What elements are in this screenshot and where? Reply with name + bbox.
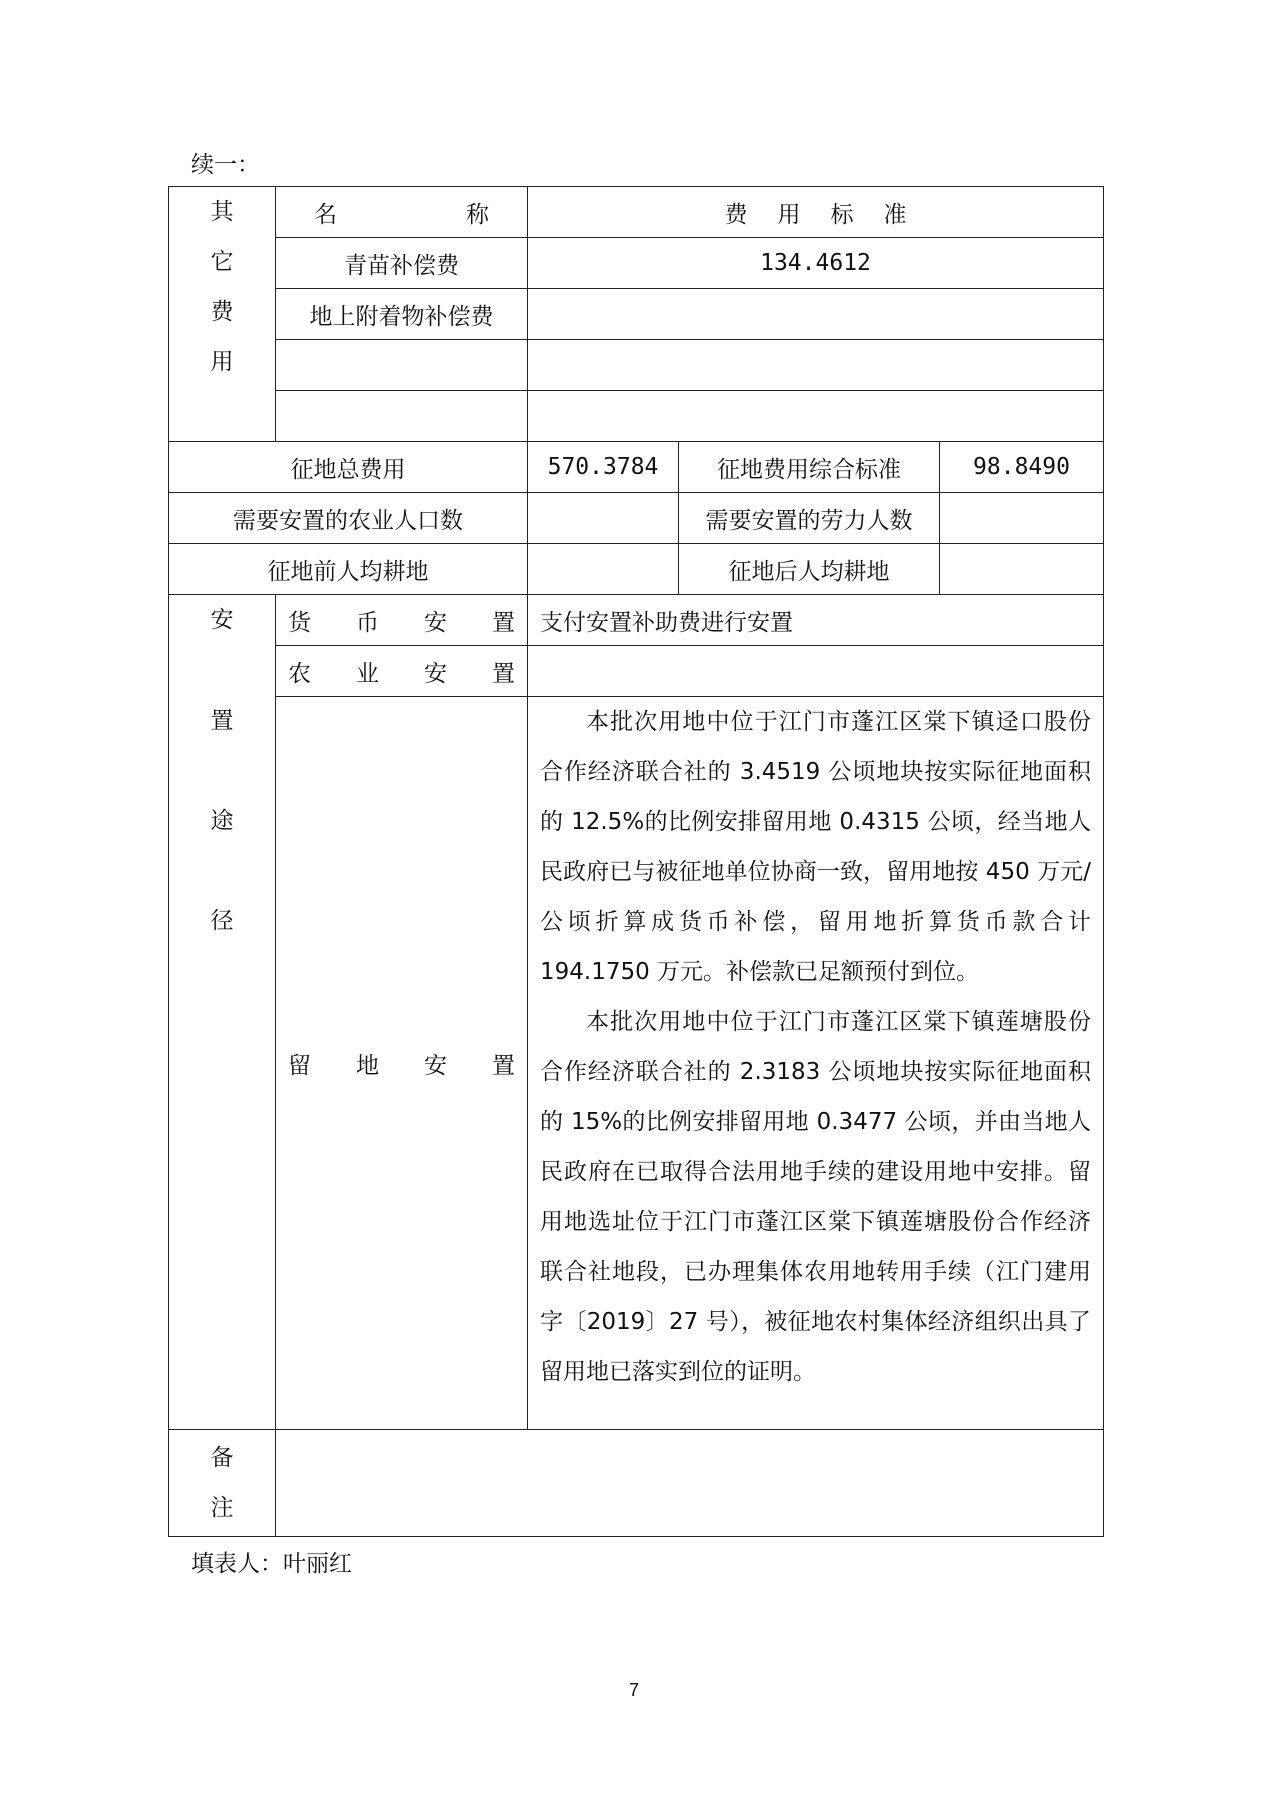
agri-resettlement-label: 农 业 安 置 [276, 646, 528, 697]
reserved-land-resettlement-label: 留 地 安 置 [276, 697, 528, 1430]
fee-name-cell [276, 340, 528, 391]
farmland-before-label: 征地前人均耕地 [169, 544, 528, 595]
farmland-before-value [528, 544, 679, 595]
comprehensive-standard-label: 征地费用综合标准 [679, 442, 940, 493]
fee-name-cell: 地上附着物补偿费 [276, 289, 528, 340]
remarks-label: 备 注 [169, 1430, 276, 1537]
labor-count-value [940, 493, 1104, 544]
continuation-label: 续一： [191, 152, 260, 178]
total-fee-value: 570.3784 [528, 442, 679, 493]
land-acquisition-fee-table [168, 186, 1104, 1537]
comprehensive-standard-value: 98.8490 [940, 442, 1104, 493]
col-standard-header: 费 用 标 准 [528, 187, 1104, 238]
fee-standard-cell: 134.4612 [528, 238, 1104, 289]
fee-name-cell: 青苗补偿费 [276, 238, 528, 289]
labor-count-label: 需要安置的劳力人数 [679, 493, 940, 544]
reserved-land-paragraph: 本批次用地中位于江门市蓬江区棠下镇迳口股份合作经济联合社的 3.4519 公顷地块按实际征地面积的 12.5%的比例安排留用地 0.4315 公顷，经当地人民政府已与被征地单位协商一致，留用地按 450 万元/公顷折算成货币补偿，留用地折算货币款合计 194.1750 万元。补偿款已足额预付到位。 [540, 709, 1091, 985]
fee-standard-cell [528, 391, 1104, 442]
reserved-land-paragraph: 本批次用地中位于江门市蓬江区棠下镇莲塘股份合作经济联合社的 2.3183 公顷地块按实际征地面积的 15%的比例安排留用地 0.3477 公顷，并由当地人民政府在已取得合法用地手续的建设用地中安排。留用地选址位于江门市蓬江区棠下镇莲塘股份合作经济联合社地段，已办理集体农用地转用手续（江门建用字〔2019〕27 号），被征地农村集体经济组织出具了留用地已落实到位的证明。 [540, 1009, 1091, 1385]
fee-name-cell [276, 391, 528, 442]
monetary-resettlement-label: 货 币 安 置 [276, 595, 528, 646]
fee-standard-cell [528, 289, 1104, 340]
farmland-after-value [940, 544, 1104, 595]
col-name-header: 名 称 [276, 187, 528, 238]
total-fee-label: 征地总费用 [169, 442, 528, 493]
agri-population-value [528, 493, 679, 544]
other-fees-group-label: 其 它 费 用 [169, 187, 276, 442]
agri-resettlement-value [528, 646, 1104, 697]
remarks-value [276, 1430, 1104, 1537]
farmland-after-label: 征地后人均耕地 [679, 544, 940, 595]
page-number: 7 [628, 1680, 639, 1700]
monetary-resettlement-value: 支付安置补助费进行安置 [528, 595, 1104, 646]
resettlement-group-label: 安 置 途 径 [169, 595, 276, 1430]
reserved-land-resettlement-detail [528, 697, 1104, 1430]
agri-population-label: 需要安置的农业人口数 [169, 493, 528, 544]
form-filler: 填表人：叶丽红 [191, 1551, 352, 1577]
fee-standard-cell [528, 340, 1104, 391]
